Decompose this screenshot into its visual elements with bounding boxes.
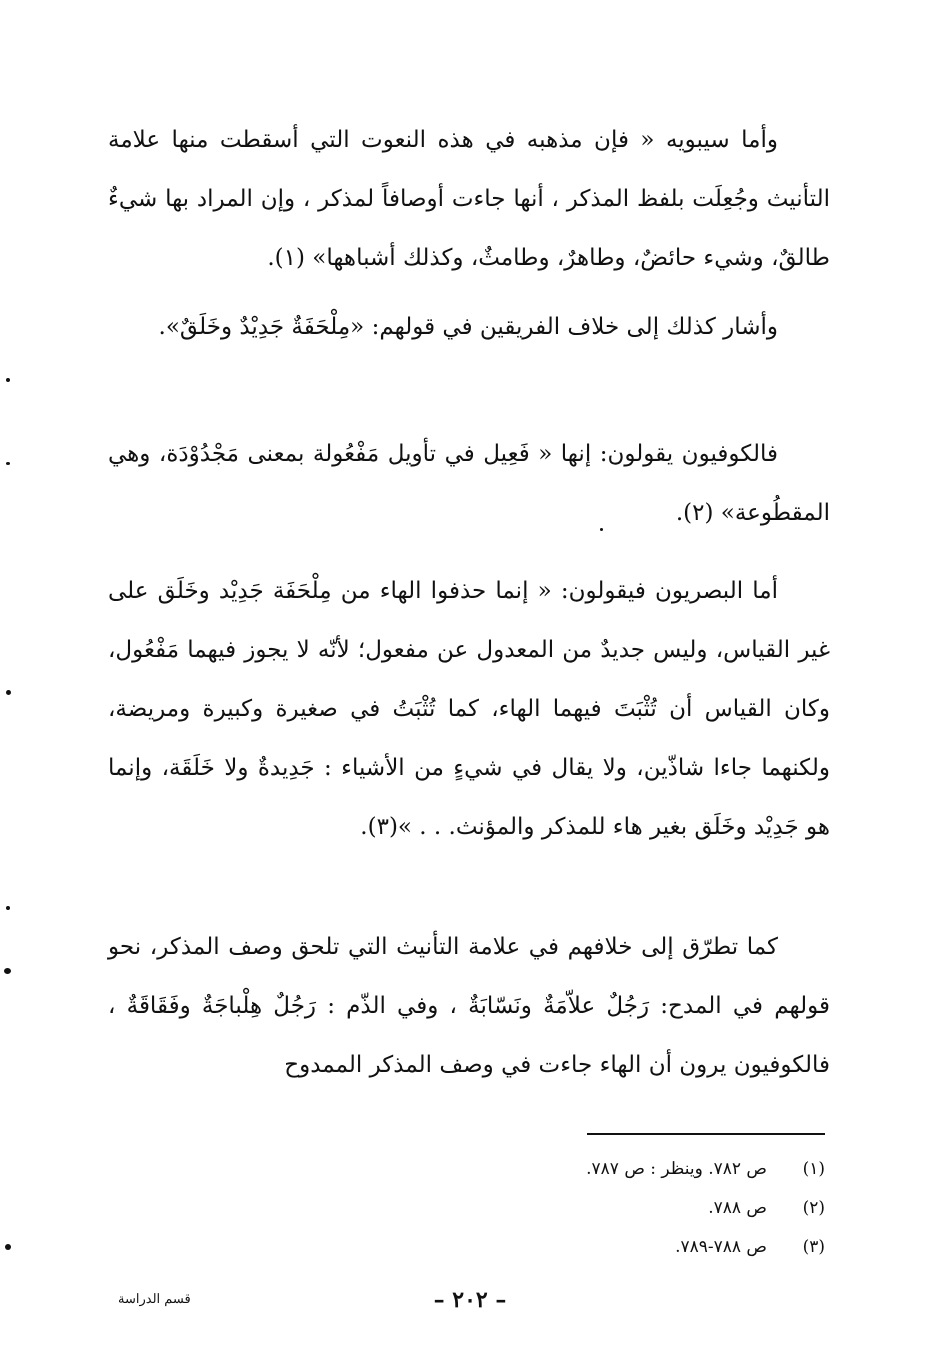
scan-speck <box>6 690 11 695</box>
scan-speck <box>4 968 11 974</box>
footnote-number: (٣) <box>802 1237 825 1257</box>
section-label: قسم الدراسة <box>118 1292 191 1307</box>
footnote-text: ص ٧٨٨-٧٨٩. <box>675 1237 767 1257</box>
paragraph-basran-view <box>108 562 830 857</box>
footnote-text: ص ٧٨٨. <box>708 1198 767 1218</box>
footnote-item <box>405 1228 825 1267</box>
scan-speck <box>6 906 10 910</box>
scan-speck <box>600 528 603 531</box>
footnote-separator <box>587 1133 825 1135</box>
footnote-number: (٢) <box>802 1198 825 1218</box>
paragraph-text: أما البصريون فيقولون: « إنما حذفوا الهاء من مِلْحَفَة جَدِيْد وخَلَق على غير القياس، وليس جديدٌ من المعدول عن مفعول؛ لأنّه لا يجوز فيهما مَفْعُول، وكان القياس أن تُثْبَتَ فيهما الهاء، كما تُثْبَتُ في صغيرة وكبيرة ومريضة، ولكنهما جاءا شاذّين، ولا يقال في شيءٍ من الأشياء : جَدِيدةٌ ولا خَلَقَة، وإنما هو جَدِيْد وخَلَق بغير هاء للمذكر والمؤنث. . . »(٣). <box>108 578 830 840</box>
paragraph-text: فالكوفيون يقولون: إنها « فَعِيل في تأويل مَفْعُولة بمعنى مَجْدُوْدَة، وهي المقطُوعة» (٢). <box>108 441 830 526</box>
page-number: – ٢٠٢ – <box>433 1287 507 1313</box>
footnote-number: (١) <box>802 1159 825 1179</box>
paragraph-kufan-view <box>108 425 830 543</box>
footnote-item <box>405 1150 825 1189</box>
paragraph-sibawayh-view <box>108 111 830 288</box>
paragraph-text: وأما سيبويه « فإن مذهبه في هذه النعوت التي أسقطت منها علامة التأنيث وجُعِلَت بلفظ المذكر ، أنها جاءت أوصافاً لمذكر ، وإن المراد بها شيءٌ طالقٌ، وشيء حائضٌ، وطاهرٌ، وطامثٌ، وكذلك أشباهها» (١). <box>108 127 830 271</box>
footnote-item <box>405 1189 825 1228</box>
scan-speck <box>6 462 10 465</box>
scan-speck <box>5 1244 11 1250</box>
paragraph-text: وأشار كذلك إلى خلاف الفريقين في قولهم: «مِلْحَفَةٌ جَدِيْدٌ وخَلَقٌ». <box>158 314 778 340</box>
footnote-text: ص ٧٨٢. وينظر : ص ٧٨٧. <box>586 1159 767 1179</box>
scan-speck <box>6 378 10 382</box>
paragraph-text: كما تطرّق إلى خلافهم في علامة التأنيث التي تلحق وصف المذكر، نحو قولهم في المدح: رَجُلٌ علاّمَةٌ ونَسّابَةٌ ، وفي الذّم : رَجُلٌ هِلْباجَةٌ وفَقَاقَةٌ ، فالكوفيون يرون أن الهاء جاءت في وصف المذكر الممدوح <box>108 934 830 1078</box>
paragraph-feminine-marker-dispute <box>108 918 830 1095</box>
paragraph-two-groups-dispute <box>108 298 830 357</box>
footnotes-list <box>405 1150 825 1267</box>
